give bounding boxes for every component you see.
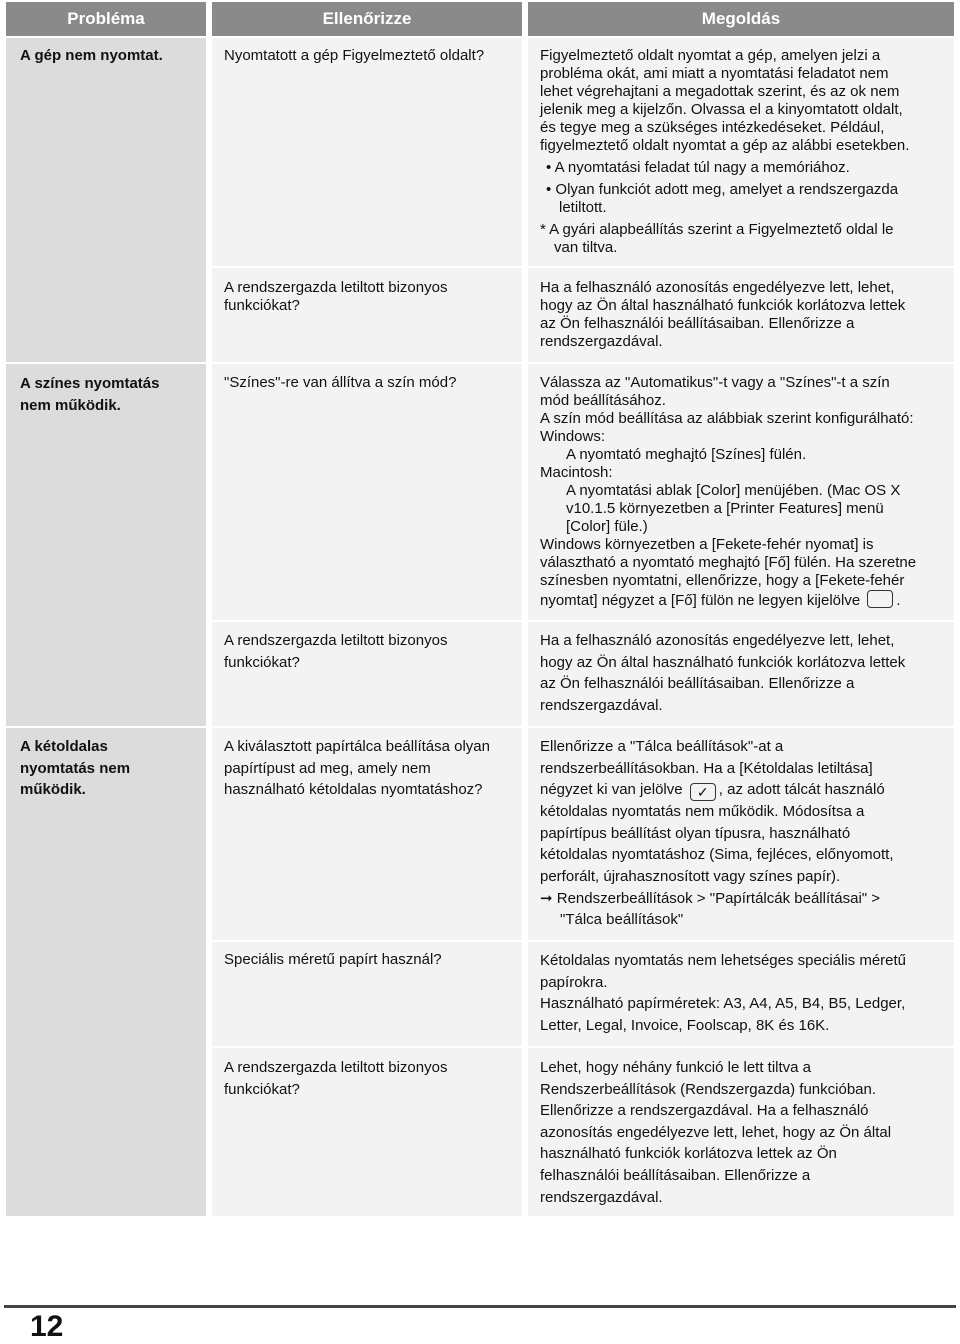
row-divider bbox=[212, 726, 954, 728]
solution-1: Figyelmeztető oldalt nyomtat a gép, amelyen jelzi a probléma okát, ami miatt a nyomtatási feladatot nem lehet végrehajtani a megadottak szerint, és az ok nem jelenik meg a kijelzőn. Olvassa el a kinyomtatott oldalt, és tegye meg a szükséges intézkedéseket. Például, figyelmeztető oldalt nyomtat a gép az alábbi esetekben. • A nyomtatási feladat túl nagy a memóriához. • Olyan funkciót adott meg, amelyet a rendszergazda letiltott. * A gyári alapbeállítás szerint a Figyelmeztető oldal le van tiltva. bbox=[540, 47, 910, 256]
header-problem: Probléma bbox=[6, 2, 206, 36]
solution-7: Lehet, hogy néhány funkció le lett tiltva a Rendszerbeállítások (Rendszergazda) funkcióban. Ellenőrizze a rendszergazdával. Ha a felhasználó azonosítás engedélyezve lett, lehet, hogy az Ön által használható funkciók korlátozva lettek az Ön felhasználói beállításaiban. Ellenőrizze a rendszergazdával. bbox=[540, 1059, 892, 1206]
footer-rule bbox=[4, 1305, 956, 1308]
check-7: A rendszergazda letiltott bizonyos funkciókat? bbox=[224, 1059, 448, 1098]
check-2: A rendszergazda letiltott bizonyos funkciókat? bbox=[224, 279, 448, 314]
problem-cell-2 bbox=[6, 364, 206, 726]
solution-3: Válassza az "Automatikus"-t vagy a "Színes"-t a szín mód beállításához. A szín mód beállítása az alábbiak szerint konfigurálható: Windows: A nyomtató meghajtó [Színes] fülén. Macintosh: A nyomtatási ablak [Color] menüjében. (Mac OS X v10.1.5 környezetben a [Printer Features] menü [Color] füle.) Windows környezetben a [Fekete-fehér nyomat] is választható a nyomtató meghajtó [Fő] fülén. Ha szeretne színesben nyomtatni, ellenőrizze, hogy a [Fekete-fehér nyomtat] négyzet a [Fő] fülön ne legyen kijelölve . bbox=[540, 374, 917, 609]
check-5: A kiválasztott papírtálca beállítása olyan papírtípust ad meg, amely nem használható kétoldalas nyomtatáshoz? bbox=[224, 738, 490, 799]
page-number: 12 bbox=[30, 1310, 64, 1343]
solution-4: Ha a felhasználó azonosítás engedélyezve lett, lehet, hogy az Ön által használható funkciók korlátozva lettek az Ön felhasználói beállításaiban. Ellenőrizze a rendszergazdával. bbox=[540, 632, 906, 714]
row-divider bbox=[212, 620, 954, 622]
problem-3: A kétoldalas nyomtatás nem működik. bbox=[20, 738, 131, 799]
check-3: "Színes"-re van állítva a szín mód? bbox=[224, 374, 457, 391]
bullet-item: • Olyan funkciót adott meg, amelyet a rendszergazda bbox=[546, 181, 899, 198]
check-4: A rendszergazda letiltott bizonyos funkciókat? bbox=[224, 632, 448, 671]
row-divider bbox=[212, 1046, 954, 1048]
solution-5: Ellenőrizze a "Tálca beállítások"-at a rendszerbeállításokban. Ha a [Kétoldalas letiltása] négyzet ki van jelölve ✓ , az adott tálcát használó kétoldalas nyomtatás nem működik. Módosítsa a papírtípus beállítást olyan típusra, használható kétoldalas nyomtatáshoz (Sima, fejléces, előnyomott, perforált, újrahasznosított vagy színes papír). ➞ Rendszerbeállítások > "Papírtálcák beállításai" > "Tálca beállítások" bbox=[540, 738, 894, 929]
header-solution: Megoldás bbox=[528, 2, 954, 36]
settings-path: ➞ Rendszerbeállítások > "Papírtálcák beállításai" > bbox=[540, 889, 881, 907]
row-divider bbox=[212, 266, 954, 268]
checkbox-empty-icon bbox=[867, 590, 893, 608]
solution-2: Ha a felhasználó azonosítás engedélyezve lett, lehet, hogy az Ön által használható funkciók korlátozva lettek az Ön felhasználói beállításaiban. Ellenőrizze a rendszergazdával. bbox=[540, 279, 906, 350]
check-column bbox=[212, 38, 522, 1216]
problem-cell-1 bbox=[6, 38, 206, 362]
solution-6: Kétoldalas nyomtatás nem lehetséges speciális méretű papírokra. Használható papírméretek: A3, A4, A5, B4, B5, Ledger, Letter, Legal, Invoice, Foolscap, 8K és 16K. bbox=[540, 952, 907, 1034]
header-check: Ellenőrizze bbox=[212, 2, 522, 36]
checkbox-checked-icon: ✓ bbox=[690, 783, 716, 801]
problem-cell-3 bbox=[6, 728, 206, 1216]
row-divider bbox=[212, 940, 954, 942]
problem-1: A gép nem nyomtat. bbox=[20, 47, 163, 64]
check-1: Nyomtatott a gép Figyelmeztető oldalt? bbox=[224, 47, 485, 64]
check-6: Speciális méretű papírt használ? bbox=[224, 951, 442, 968]
bullet-item: • A nyomtatási feladat túl nagy a memóriához. bbox=[546, 159, 850, 176]
problem-2: A színes nyomtatás nem működik. bbox=[20, 375, 160, 414]
row-divider bbox=[212, 362, 954, 364]
note: * A gyári alapbeállítás szerint a Figyelmeztető oldal le bbox=[540, 221, 894, 238]
